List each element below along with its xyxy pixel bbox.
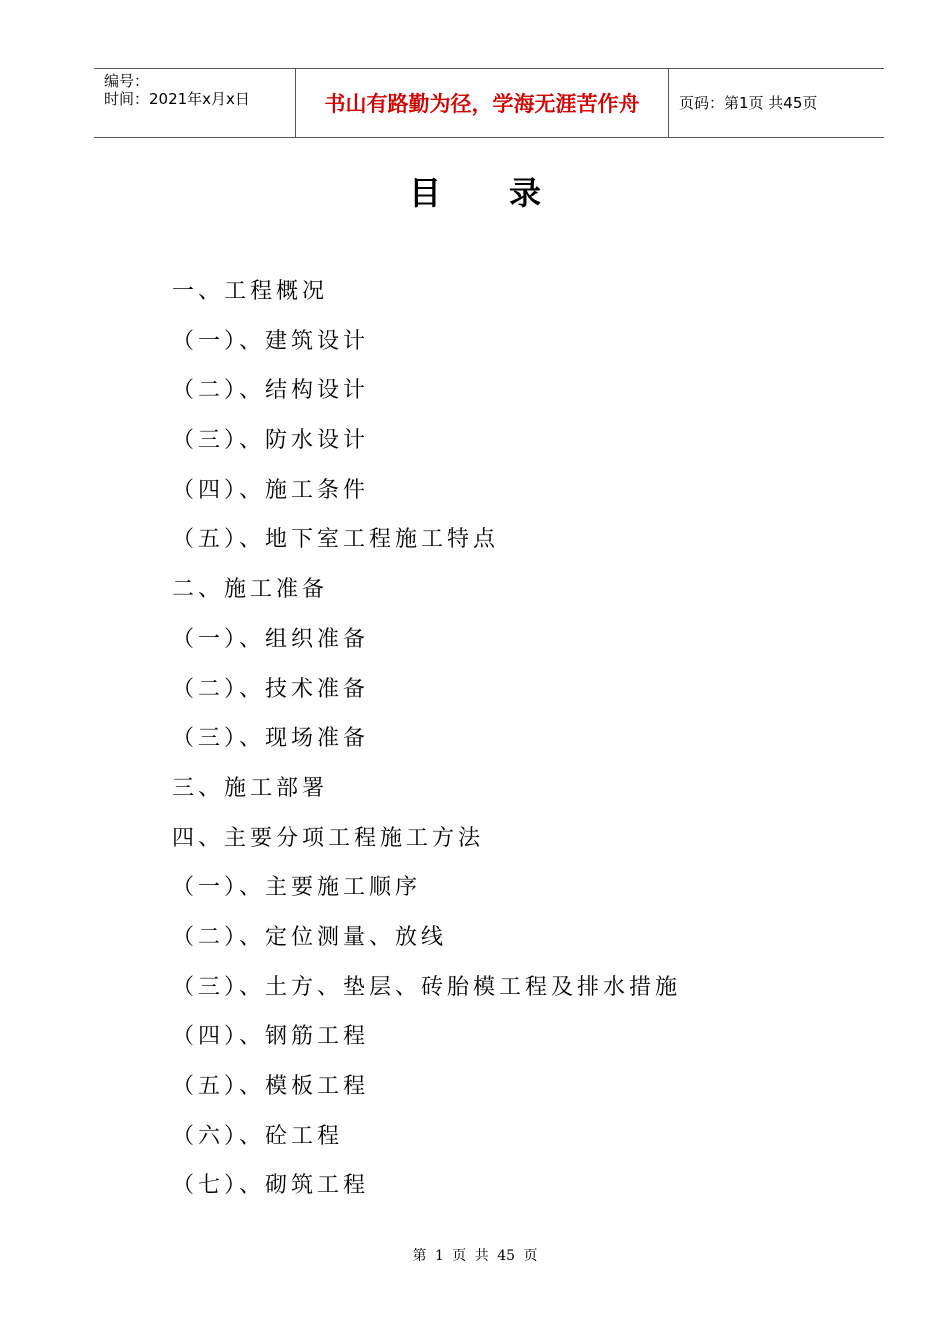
toc-item[interactable]: （四）、钢筋工程 [172,1024,370,1050]
table-of-contents [172,277,681,1221]
header-meta-cell [94,69,296,137]
toc-item[interactable]: （三）、现场准备 [172,726,370,752]
toc-item[interactable]: （四）、施工条件 [172,477,370,503]
toc-item[interactable]: （六）、砼工程 [172,1123,344,1149]
toc-item[interactable]: 三、施工部署 [172,775,329,801]
page-title: 目录 [408,174,609,212]
toc-item[interactable]: （三）、防水设计 [172,428,370,454]
toc-item[interactable]: （二）、定位测量、放线 [172,924,448,950]
toc-item[interactable]: （二）、技术准备 [172,676,370,702]
toc-item[interactable]: （五）、地下室工程施工特点 [172,527,500,553]
toc-item[interactable]: （五）、模板工程 [172,1074,370,1099]
header-page-cell [669,69,884,137]
toc-item[interactable]: （七）、砌筑工程 [172,1173,370,1199]
toc-item[interactable]: 一、工程概况 [172,279,329,304]
toc-item[interactable]: 二、施工准备 [172,577,329,603]
toc-item[interactable]: （一）、主要施工顺序 [172,875,422,901]
page-info: 页码：第1页 共45页 [679,94,818,112]
toc-item[interactable]: （一）、组织准备 [172,626,370,652]
time-label: 时间：2021年x月x日 [104,90,250,108]
toc-item[interactable]: （三）、土方、垫层、砖胎模工程及排水措施 [172,974,682,1000]
page-header [94,68,884,138]
toc-item[interactable]: 四、主要分项工程施工方法 [172,825,485,851]
header-motto-cell [296,69,669,137]
serial-number-label: 编号： [104,72,150,90]
toc-item[interactable]: （二）、结构设计 [172,378,370,404]
toc-item[interactable]: （一）、建筑设计 [172,328,370,354]
page-footer: 第 1 页 共 45 页 [412,1248,538,1264]
motto-text: 书山有路勤为径，学海无涯苦作舟 [324,92,640,116]
